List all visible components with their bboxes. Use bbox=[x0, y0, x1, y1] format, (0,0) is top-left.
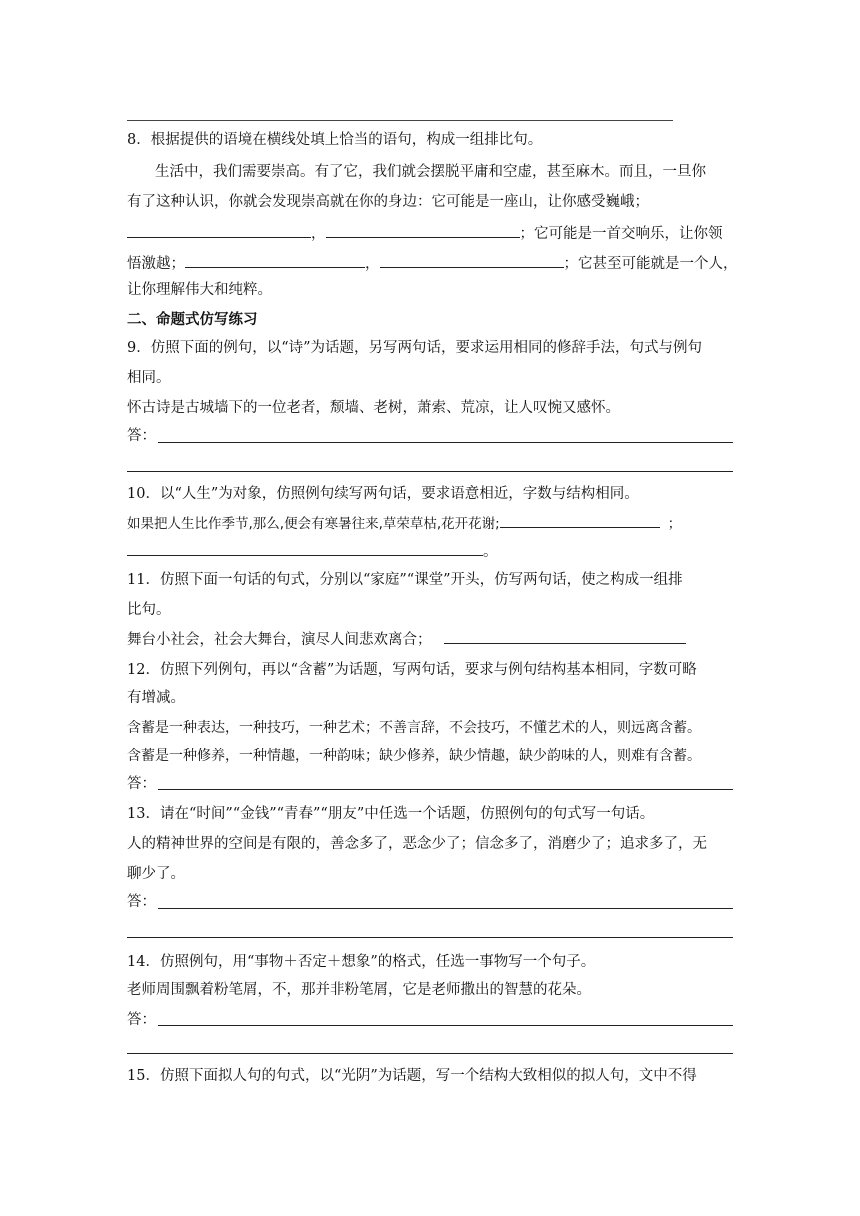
q8-blank-2[interactable] bbox=[326, 222, 520, 238]
section-2-heading: 二、命题式仿写练习 bbox=[127, 312, 258, 328]
q11-blank[interactable] bbox=[444, 628, 686, 644]
q13-example-line-1: 人的精神世界的空间是有限的，善念多了，恶念少了；信念多了，消磨少了；追求多了，无 bbox=[127, 836, 707, 852]
q10-blank-2[interactable] bbox=[127, 540, 483, 556]
q11-title-line-2: 比句。 bbox=[127, 602, 171, 618]
q8-text-line-2: 有了这种认识，你就会发现崇高就在你的身边：它可能是一座山，让你感受巍峨； bbox=[127, 194, 649, 210]
q8-text-line-5: 让你理解伟大和纯粹。 bbox=[127, 282, 272, 298]
q13-answer-label: 答： bbox=[127, 894, 156, 910]
q12-example-2: 含蓄是一种修养，一种情趣，一种韵味；缺少修养，缺少情趣，缺少韵味的人，则难有含蓄。 bbox=[127, 748, 701, 764]
q11-example-line: 舞台小社会，社会大舞台，演尽人间悲欢离合； bbox=[127, 628, 686, 650]
q12-title-line-1: 12．仿照下列例句，再以“含蓄”为话题，写两句话，要求与例句结构基本相同，字数可略 bbox=[127, 662, 697, 678]
q13-answer-line-1[interactable] bbox=[158, 908, 733, 909]
q10-second-line: 。 bbox=[127, 540, 498, 562]
q8-blank-1[interactable] bbox=[127, 222, 311, 238]
top-answer-line bbox=[127, 120, 673, 121]
q13-answer-line-2[interactable] bbox=[127, 937, 733, 938]
q9-title-line-1: 9．仿照下面的例句，以“诗”为话题，另写两句话，要求运用相同的修辞手法，句式与例句 bbox=[127, 340, 703, 356]
q12-answer-line[interactable] bbox=[158, 789, 733, 790]
q8-title: 8．根据提供的语境在横线处填上恰当的语句，构成一组排比句。 bbox=[127, 132, 543, 148]
q10-title: 10．以“人生”为对象，仿照例句续写两句话，要求语意相近，字数与结构相同。 bbox=[127, 486, 639, 502]
q15-title: 15．仿照下面拟人句的句式，以“光阴”为话题，写一个结构大致相似的拟人句，文中不得 bbox=[127, 1068, 697, 1084]
q12-example-1: 含蓄是一种表达，一种技巧，一种艺术；不善言辞，不会技巧，不懂艺术的人，则远离含蓄。 bbox=[127, 720, 701, 736]
q8-blank-4[interactable] bbox=[380, 252, 564, 268]
q14-answer-line-2[interactable] bbox=[127, 1053, 733, 1054]
q8-text-line-3: ， ；它可能是一首交响乐，让你领 bbox=[127, 222, 723, 244]
q9-title-line-2: 相同。 bbox=[127, 370, 171, 386]
q12-title-line-2: 有增减。 bbox=[127, 690, 185, 706]
q14-answer-line-1[interactable] bbox=[158, 1025, 733, 1026]
q11-title-line-1: 11．仿照下面一句话的句式，分别以“家庭”“课堂”开头，仿写两句话，使之构成一组排 bbox=[127, 572, 683, 588]
q12-answer-label: 答： bbox=[127, 776, 156, 792]
q9-example: 怀古诗是古城墙下的一位老者，颓墙、老树，萧索、荒凉，让人叹惋又感怀。 bbox=[127, 400, 620, 416]
q13-example-line-2: 聊少了。 bbox=[127, 866, 185, 882]
q8-text-line-1: 生活中，我们需要崇高。有了它，我们就会摆脱平庸和空虚，甚至麻木。而且，一旦你 bbox=[155, 164, 706, 180]
q14-title: 14．仿照例句，用“事物＋否定＋想象”的格式，任选一事物写一个句子。 bbox=[127, 954, 596, 970]
q8-blank-3[interactable] bbox=[185, 252, 365, 268]
q8-text-line-4: 悟激越； ， ；它甚至可能就是一个人， bbox=[127, 252, 738, 274]
q14-answer-label: 答： bbox=[127, 1012, 156, 1028]
q13-title: 13．请在“时间”“金钱”“青春”“朋友”中任选一个话题，仿照例句的句式写一句话。 bbox=[127, 806, 655, 822]
q14-example: 老师周围飘着粉笔屑，不，那并非粉笔屑，它是老师撒出的智慧的花朵。 bbox=[127, 982, 591, 998]
q10-blank-1[interactable] bbox=[500, 512, 660, 528]
q9-answer-line-1[interactable] bbox=[158, 442, 733, 443]
q9-answer-label: 答： bbox=[127, 428, 156, 444]
q10-example-line: 如果把人生比作季节,那么,便会有寒暑往来,草荣草枯,花开花谢; ； bbox=[127, 512, 681, 534]
q9-answer-line-2[interactable] bbox=[127, 471, 733, 472]
